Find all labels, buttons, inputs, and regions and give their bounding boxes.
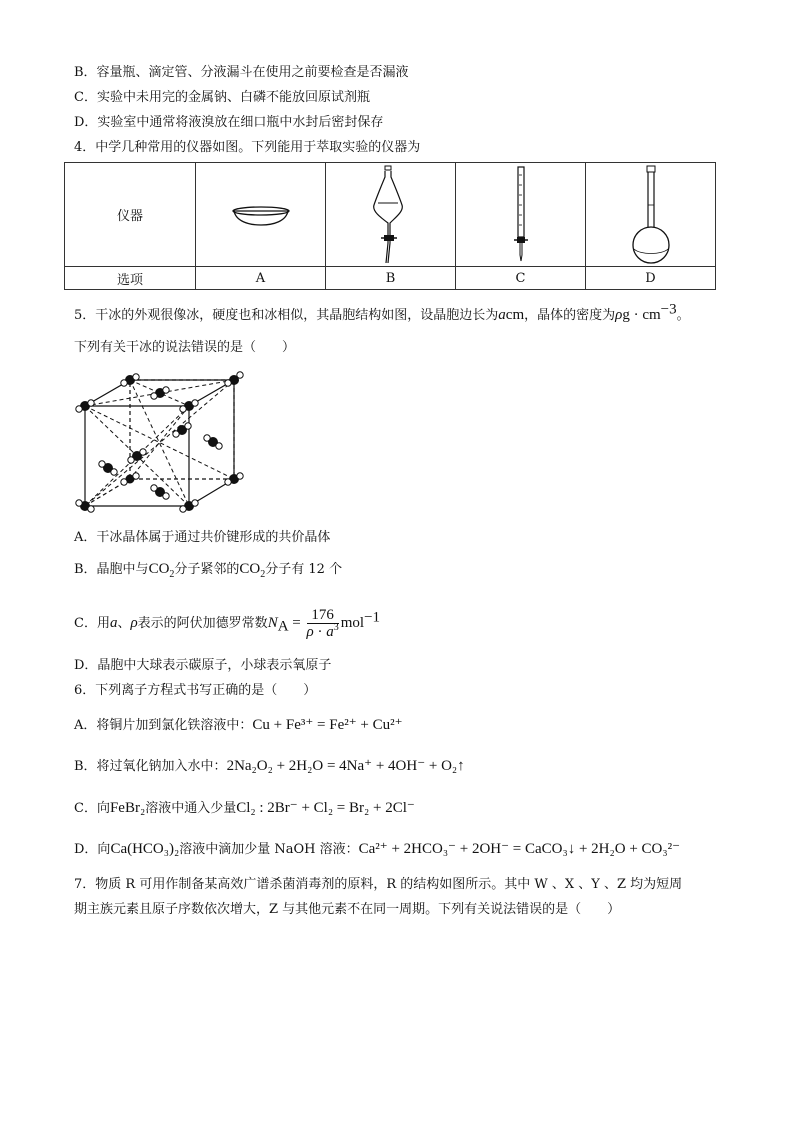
option-row-label: 选项 bbox=[65, 267, 196, 290]
q5-b-co2-first: $CO_2$ bbox=[148, 561, 175, 580]
q6-c-equation: Cl₂ : 2Br⁻ + Cl₂ = Br₂ + 2Cl⁻ bbox=[236, 800, 415, 816]
q6-option-d bbox=[74, 840, 680, 859]
option-a: A bbox=[196, 267, 326, 290]
q5-b-mid: 分子紧邻的 bbox=[174, 562, 240, 577]
q5-rho: ρ bbox=[615, 307, 623, 323]
q4-stem: 4．中学几种常用的仪器如图。下列能用于萃取实验的仪器为 bbox=[74, 140, 421, 155]
q6-c-text-pre: C．向 bbox=[74, 801, 110, 816]
q6-d-text-pre: D．向 bbox=[74, 842, 111, 857]
q6-b-text: B．将过氧化钠加入水中： bbox=[74, 759, 227, 774]
q6-a-text: A．将铜片加到氯化铁溶液中： bbox=[74, 718, 253, 733]
volumetric-flask-icon bbox=[586, 165, 716, 265]
q5-c-pre: C．用 bbox=[74, 616, 110, 631]
q5-c-fraction bbox=[307, 607, 339, 640]
q5-b-co2-second: $CO_2$ bbox=[239, 561, 266, 580]
q5-b-pre: B．晶胞中与 bbox=[74, 562, 149, 577]
q5-stem-line2: 下列有关干冰的说法错误的是（ ） bbox=[74, 340, 296, 355]
q6-d-ca-hco3: Ca(HCO₃)₂ bbox=[110, 841, 180, 857]
q5-c-denominator: $\rho \cdot a^3$ bbox=[306, 622, 339, 640]
q5-density-exp: −3 bbox=[660, 301, 677, 318]
q6-option-b bbox=[74, 757, 465, 776]
q3-option-c: C．实验中未用完的金属钠、白磷不能放回原试剂瓶 bbox=[74, 90, 370, 105]
q6-option-a bbox=[74, 716, 403, 735]
q3-option-b: B．容量瓶、滴定管、分液漏斗在使用之前要检查是否漏液 bbox=[74, 65, 409, 80]
q6-c-febr2: FeBr₂ bbox=[109, 800, 146, 816]
q5-b-post: 分子有 12 个 bbox=[265, 562, 343, 577]
q5-option-b bbox=[74, 560, 342, 579]
evaporating-dish-icon bbox=[196, 165, 326, 265]
q5-stem-end: 。 bbox=[676, 308, 690, 323]
burette-cell bbox=[456, 163, 586, 267]
q6-a-equation: Cu + Fe³⁺ = Fe²⁺ + Cu²⁺ bbox=[252, 717, 403, 733]
q6-d-text-mid: 溶液中滴加少量 NaOH 溶液： bbox=[179, 842, 359, 857]
option-c: C bbox=[456, 267, 586, 290]
q5-c-numerator: 176 bbox=[307, 607, 339, 624]
instrument-table bbox=[64, 162, 716, 290]
q7-line2: 期主族元素且原子序数依次增大，Z 与其他元素不在同一周期。下列有关说法错误的是（ ） bbox=[74, 902, 621, 917]
evaporating-dish-cell bbox=[196, 163, 326, 267]
q5-a-var: a bbox=[498, 307, 506, 323]
q5-c-a: a bbox=[109, 615, 118, 631]
q6-d-equation: Ca²⁺ + 2HCO₃⁻ + 2OH⁻ = CaCO₃↓ + 2H₂O + CO₃²⁻ bbox=[358, 841, 681, 857]
q6-b-equation: 2Na₂O₂ + 2H₂O = 4Na⁺ + 4OH⁻ + O₂↑ bbox=[226, 758, 465, 774]
separatory-funnel-cell bbox=[326, 163, 456, 267]
q5-stem-part2: ，晶体的密度为 bbox=[524, 308, 616, 323]
q5-c-rho: ρ bbox=[130, 615, 138, 631]
q5-c-sep: 、 bbox=[117, 616, 131, 631]
q3-option-d: D．实验室中通常将液溴放在细口瓶中水封后密封保存 bbox=[74, 115, 384, 130]
q5-c-unit: mol bbox=[340, 615, 365, 631]
option-b: B bbox=[326, 267, 456, 290]
q6-option-c bbox=[74, 799, 415, 818]
q5-c-na: N bbox=[267, 615, 278, 631]
volumetric-flask-cell bbox=[586, 163, 716, 267]
q5-stem bbox=[74, 301, 690, 325]
q5-stem-part1: 5．干冰的外观很像冰，硬度也和冰相似，其晶胞结构如图，设晶胞边长为 bbox=[74, 308, 499, 323]
instrument-row-label: 仪器 bbox=[65, 163, 196, 267]
q5-option-c bbox=[74, 605, 380, 642]
q5-c-unit-exp: −1 bbox=[364, 609, 381, 626]
option-d: D bbox=[586, 267, 716, 290]
q5-option-a: A．干冰晶体属于通过共价键形成的共价晶体 bbox=[74, 530, 331, 545]
separatory-funnel-icon bbox=[326, 165, 456, 265]
q5-density-unit: g · cm bbox=[622, 307, 661, 323]
q7-line1: 7．物质 R 可用作制备某高效广谱杀菌消毒剂的原料，R 的结构如图所示。其中 W 、X 、Y 、Z 均为短周 bbox=[74, 877, 683, 892]
q5-option-d: D．晶胞中大球表示碳原子，小球表示氧原子 bbox=[74, 658, 332, 673]
q6-c-text-mid: 溶液中通入少量 bbox=[145, 801, 237, 816]
q5-c-mid: 表示的阿伏加德罗常数 bbox=[137, 616, 268, 631]
q5-c-eq: = bbox=[288, 615, 305, 631]
dry-ice-unit-cell-diagram bbox=[68, 364, 254, 518]
q5-c-na-sub: A bbox=[277, 618, 289, 635]
burette-icon bbox=[456, 165, 586, 265]
q5-unit-cm: cm bbox=[505, 307, 525, 323]
q6-stem: 6．下列离子方程式书写正确的是（ ） bbox=[74, 683, 317, 698]
